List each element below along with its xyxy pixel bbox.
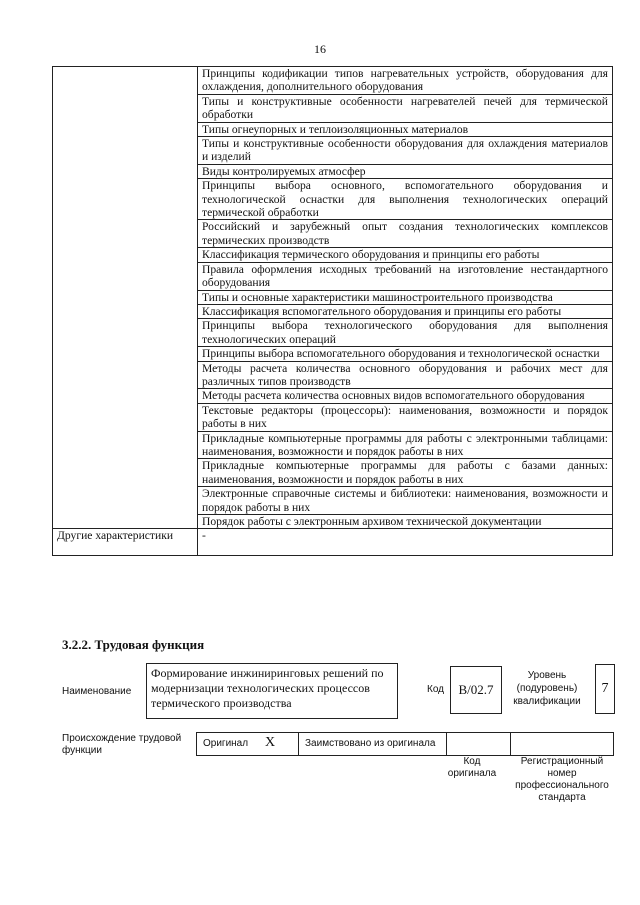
original-code-cell [447, 733, 511, 755]
requirement-item: Типы и конструктивные особенности нагревателей печей для термической обработки [198, 94, 613, 122]
requirement-item: Порядок работы с электронным архивом технической документации [198, 515, 613, 529]
name-label: Наименование [62, 686, 132, 697]
requirement-item: Виды контролируемых атмосфер [198, 164, 613, 178]
origin-label: Происхождение трудовой функции [62, 733, 182, 756]
code-label: Код [427, 684, 445, 695]
page-number: 16 [314, 42, 326, 56]
other-characteristics-label: Другие характеристики [53, 529, 198, 556]
requirement-item: Классификация вспомогательного оборудования и принципы его работы [198, 304, 613, 318]
borrowed-label: Заимствовано из оригинала [305, 738, 436, 749]
other-characteristics-row [53, 529, 613, 556]
requirement-item: Типы и конструктивные особенности оборудования для охлаждения материалов и изделий [198, 137, 613, 165]
requirement-item: Российский и зарубежный опыт создания технологических комплексов термических производств [198, 220, 613, 248]
original-code-caption: Код оригинала [447, 756, 497, 779]
requirement-item: Типы огнеупорных и теплоизоляционных материалов [198, 122, 613, 136]
borrowed-cell [299, 733, 447, 755]
requirement-item: Классификация термического оборудования и принципы его работы [198, 248, 613, 262]
other-characteristics-value: - [198, 529, 613, 556]
section-heading: 3.2.2. Трудовая функция [62, 637, 205, 652]
function-name-box: Формирование инжиниринговых решений по модернизации технологических процессов термического производства [146, 663, 398, 719]
requirement-item: Принципы выбора основного, вспомогательного оборудования и технологической оснастки для выполнения технологических операций термической обработки [198, 179, 613, 220]
requirement-item: Прикладные компьютерные программы для работы с базами данных: наименования, возможности и порядок работы в них [198, 459, 613, 487]
table-row [53, 67, 613, 95]
requirement-item: Электронные справочные системы и библиотеки: наименования, возможности и порядок работы в них [198, 487, 613, 515]
requirement-item: Принципы кодификации типов нагревательных устройств, оборудования для охлаждения, дополнительного оборудования [198, 67, 613, 95]
origin-row [196, 732, 614, 756]
requirement-item: Методы расчета количества основных видов вспомогательного оборудования [198, 389, 613, 403]
requirement-item: Методы расчета количества основного оборудования и рабочих мест для различных типов производств [198, 361, 613, 389]
requirement-item: Правила оформления исходных требований на изготовление нестандартного оборудования [198, 262, 613, 290]
requirement-item: Текстовые редакторы (процессоры): наименования, возможности и порядок работы в них [198, 403, 613, 431]
requirement-item: Принципы выбора технологического оборудования для выполнения технологических операций [198, 319, 613, 347]
requirement-item: Принципы выбора вспомогательного оборудования и технологической оснастки [198, 347, 613, 361]
original-cell [197, 733, 299, 755]
requirement-item: Прикладные компьютерные программы для работы с электронными таблицами: наименования, возможности и порядок работы в них [198, 431, 613, 459]
registration-number-cell [511, 733, 613, 755]
registration-number-caption: Регистрационный номер профессионального стандарта [515, 756, 609, 803]
original-label: Оригинал [203, 738, 249, 749]
requirements-left-cell [53, 67, 198, 529]
requirements-table [52, 66, 613, 556]
requirement-item: Типы и основные характеристики машиностроительного производства [198, 290, 613, 304]
original-mark: X [265, 735, 276, 750]
qualification-level-box: 7 [595, 664, 615, 714]
function-code-box: B/02.7 [450, 666, 502, 714]
qualification-level-label: Уровень (подуровень) квалификации [513, 670, 581, 707]
